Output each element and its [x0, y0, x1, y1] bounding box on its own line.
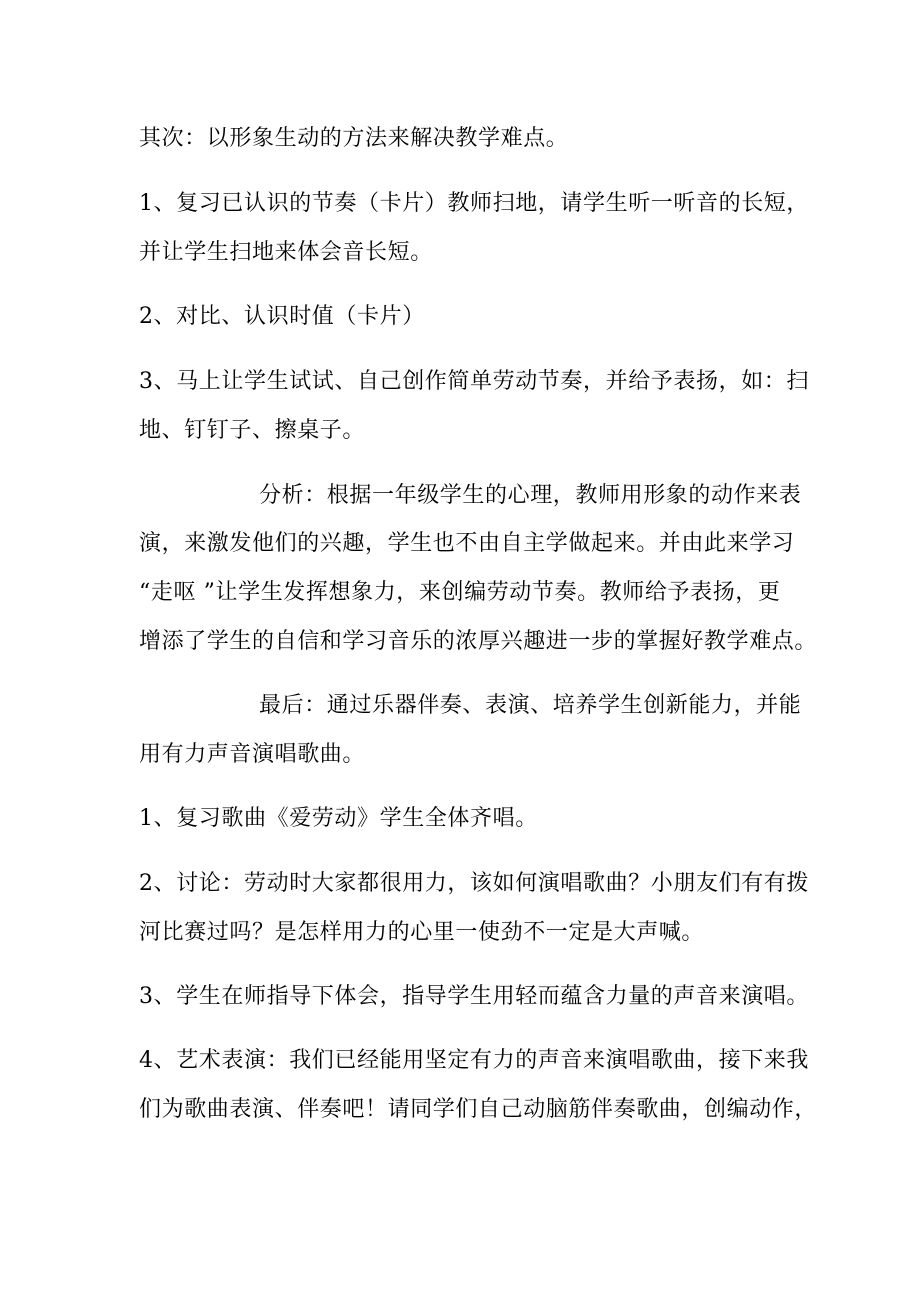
paragraph-line: 2、对比、认识时值（卡片） — [139, 304, 425, 329]
paragraph-line: 3、学生在师指导下体会，指导学生用轻而蕴含力量的声音来演唱。 — [139, 984, 809, 1009]
final-step-paragraph-line: 最后：通过乐器伴奏、表演、培养学生创新能力，并能 — [259, 693, 802, 718]
final-step-paragraph-line: 用有力声音演唱歌曲。 — [139, 742, 366, 767]
analysis-paragraph-line: 分析：根据一年级学生的心理，教师用形象的动作来表 — [259, 483, 802, 508]
paragraph-line: 3、马上让学生试试、自己创作简单劳动节奏，并给予表扬，如：扫 — [139, 369, 809, 394]
paragraph-line: 们为歌曲表演、伴奏吧！请同学们自己动脑筋伴奏歌曲，创编动作， — [139, 1097, 818, 1122]
paragraph-line: 地、钉钉子、擦桌子。 — [139, 418, 366, 443]
paragraph-line: 1、复习已认识的节奏（卡片）教师扫地，请学生听一听音的长短， — [139, 191, 809, 216]
paragraph-line: 2、讨论：劳动时大家都很用力，该如何演唱歌曲？小朋友们有有拨 — [139, 871, 809, 896]
analysis-paragraph-line: 演，来激发他们的兴趣，学生也不由自主学做起来。并由此来学习 — [139, 531, 795, 556]
paragraph-line: 4、艺术表演：我们已经能用坚定有力的声音来演唱歌曲，接下来我 — [139, 1048, 809, 1073]
paragraph-line: 并让学生扫地来体会音长短。 — [139, 240, 433, 265]
paragraph-line: 河比赛过吗？是怎样用力的心里一使劲不一定是大声喊。 — [139, 920, 705, 945]
analysis-paragraph-line: “走呕 ”让学生发挥想象力，来创编劳动节奏。教师给予表扬，更 — [139, 580, 781, 605]
heading-next-step: 其次：以形象生动的方法来解决教学难点。 — [139, 126, 569, 151]
paragraph-line: 1、复习歌曲《爱劳动》学生全体齐唱。 — [139, 806, 538, 831]
analysis-paragraph-line: 增添了学生的自信和学习音乐的浓厚兴趣进一步的掌握好教学难点。 — [139, 629, 818, 654]
